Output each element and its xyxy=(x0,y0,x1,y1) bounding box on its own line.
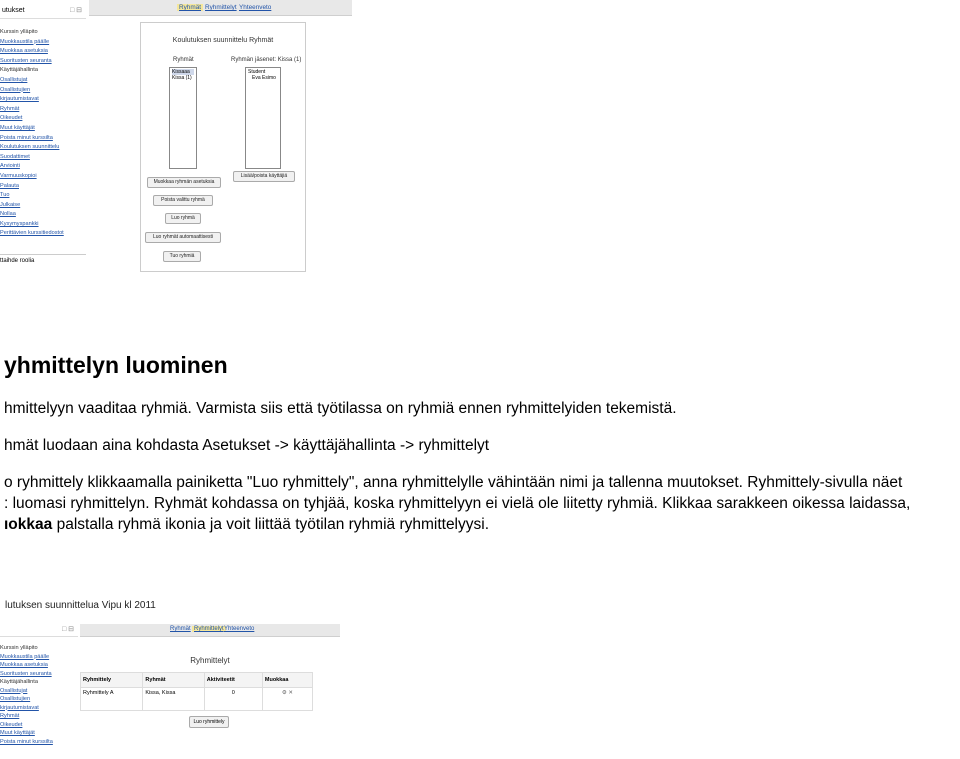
sidebar-item[interactable]: Nollaa xyxy=(0,211,16,218)
edit-icons[interactable]: ⚙ ✕ xyxy=(262,688,312,711)
paragraph-location: hmät luodaan aina kohdasta Asetukset -> käyttäjähallinta -> ryhmittelyt xyxy=(4,437,490,454)
paragraph-instructions-line3 xyxy=(4,514,489,535)
sidebar-item: Kurssin ylläpito xyxy=(0,29,38,35)
sidebar-item[interactable]: Muokkaa asetuksia xyxy=(0,48,48,55)
column-header: Ryhmät xyxy=(143,673,204,688)
sidebar-item[interactable]: Suoritusten seuranta xyxy=(0,670,52,677)
group-option[interactable]: Kissaaa xyxy=(172,69,194,75)
groupings-tabbar xyxy=(80,624,340,637)
members-column-label: Ryhmän jäsenet: Kissa (1) xyxy=(231,57,302,63)
column-header: Muokkaa xyxy=(262,673,312,688)
groupings-table xyxy=(80,672,313,711)
paragraph-requirement: hmittelyyn vaaditaa ryhmiä. Varmista siis että työtilassa on ryhmiä ennen ryhmittelyiden tekemistä. xyxy=(4,400,677,417)
sidebar-item[interactable]: Julkaise xyxy=(0,201,21,208)
sidebar-item[interactable]: Perittävien kurssitiedostot xyxy=(0,230,64,237)
tab-groups[interactable]: Ryhmät xyxy=(170,626,191,632)
group-option[interactable]: Kissa (1) xyxy=(172,75,192,81)
sidebar-item[interactable]: Oikeudet xyxy=(0,721,23,728)
create-grouping-button[interactable]: Luo ryhmittely xyxy=(189,716,229,728)
sidebar-item: Käyttäjähallinta xyxy=(0,67,38,74)
sidebar-item[interactable]: kirjautumistavat xyxy=(0,96,39,103)
sidebar-item[interactable]: Osallistujat xyxy=(0,76,28,83)
bold-term: ıokkaa xyxy=(4,516,53,533)
sidebar-footer: ttaihde roolia xyxy=(0,254,86,264)
line3-text: palstalla ryhmä ikonia ja voit liittää työtilan ryhmiä ryhmittelyysi. xyxy=(52,516,490,533)
column-header: Ryhmittely xyxy=(81,673,143,688)
edit-group-settings-button[interactable]: Muokkaa ryhmän asetuksia xyxy=(147,177,221,188)
sidebar-header xyxy=(0,2,86,19)
sidebar-item[interactable]: Poista minut kurssilta xyxy=(0,134,53,141)
sidebar-title: utukset xyxy=(2,7,25,14)
groups-select-list[interactable] xyxy=(169,67,197,169)
groups-panel xyxy=(140,22,306,272)
groups-cell: Kissa, Kissa xyxy=(143,688,204,711)
tab-overview[interactable]: Yhteenveto xyxy=(224,626,255,632)
auto-create-groups-button[interactable]: Luo ryhmät automaattisesti xyxy=(145,232,221,243)
groups-tabbar xyxy=(89,0,352,16)
sidebar-item[interactable]: Osallistujat xyxy=(0,687,28,694)
sidebar-dock-icons[interactable]: □ ⊟ xyxy=(61,626,74,633)
tab-groupings[interactable]: Ryhmittelyt xyxy=(194,626,224,632)
table-row xyxy=(81,688,313,711)
groupings-heading: Ryhmittelyt xyxy=(190,656,230,665)
sidebar-item[interactable]: Osallistujien xyxy=(0,86,31,93)
sidebar-item[interactable]: Varmuuskopioi xyxy=(0,172,37,179)
members-select-list[interactable] xyxy=(245,67,281,169)
sidebar-item[interactable]: Ryhmät xyxy=(0,105,20,112)
sidebar-dock-icons[interactable]: □ ⊟ xyxy=(69,7,82,14)
sidebar-item[interactable]: Palauta xyxy=(0,182,19,189)
member-role: Student xyxy=(248,69,266,75)
sidebar-item[interactable]: Koulutuksen suunnittelu xyxy=(0,144,60,151)
grouping-name-cell: Ryhmittely A xyxy=(81,688,143,711)
sidebar-item[interactable]: Muut käyttäjät xyxy=(0,730,35,736)
table-header-row xyxy=(81,673,313,688)
member-option[interactable]: Eva Esimo xyxy=(252,75,276,81)
import-groups-button[interactable]: Tuo ryhmiä xyxy=(163,251,201,262)
create-group-button[interactable]: Luo ryhmä xyxy=(165,213,201,224)
add-remove-users-button[interactable]: Lisää/poista käyttäjiä xyxy=(233,171,295,182)
sidebar-item[interactable]: Osallistujien xyxy=(0,696,31,702)
sidebar-item[interactable]: Muut käyttäjät xyxy=(0,124,35,131)
screenshot-groupings-page xyxy=(0,596,340,759)
tab-overview[interactable]: Yhteenveto xyxy=(239,4,272,11)
paragraph-instructions-line2: : luomasi ryhmittelyn. Ryhmät kohdassa on tyhjää, koska ryhmittelyyn ei vielä ole liitetty ryhmiä. Klikkaa sarakkeen oikessa laidassa, xyxy=(4,495,911,512)
panel-title: Koulutuksen suunnittelu Ryhmät xyxy=(172,37,274,44)
administration-sidebar xyxy=(0,28,86,239)
screenshot-groups-page xyxy=(0,0,352,272)
sidebar-item[interactable]: Kysymyspankki xyxy=(0,220,39,227)
administration-sidebar xyxy=(0,644,78,746)
sidebar-header xyxy=(0,622,78,637)
tab-groups[interactable]: Ryhmät xyxy=(179,4,202,11)
sidebar-item[interactable]: Arviointi xyxy=(0,163,20,170)
course-title: lutuksen suunnittelua Vipu kl 2011 xyxy=(5,600,156,611)
sidebar-item: Kurssin ylläpito xyxy=(0,645,38,651)
column-header: Aktiviteetit xyxy=(204,673,262,688)
paragraph-instructions-line1: o ryhmittely klikkaamalla painiketta "Luo ryhmittely", anna ryhmittelylle vähintään nimi ja tallenna muutokset. Ryhmittely-sivulla näet xyxy=(4,474,903,491)
sidebar-item[interactable]: Muokkaustila päälle xyxy=(0,653,50,660)
sidebar-item[interactable]: Ryhmät xyxy=(0,713,20,719)
sidebar-item[interactable]: Tuo xyxy=(0,192,10,199)
sidebar-item[interactable]: Poista minut kurssilta xyxy=(0,738,53,745)
groups-column-label: Ryhmät xyxy=(173,57,194,63)
sidebar-item[interactable]: Muokkaa asetuksia xyxy=(0,662,48,668)
activities-cell: 0 xyxy=(204,688,262,711)
sidebar-item[interactable]: Suoritusten seuranta xyxy=(0,57,52,64)
sidebar-item[interactable]: Oikeudet xyxy=(0,115,23,122)
sidebar-item[interactable]: kirjautumistavat xyxy=(0,704,39,711)
delete-group-button[interactable]: Poista valittu ryhmä xyxy=(153,195,213,206)
section-heading: yhmittelyn luominen xyxy=(4,352,228,378)
sidebar-item[interactable]: Muokkaustila päälle xyxy=(0,38,50,45)
sidebar-item: Käyttäjähallinta xyxy=(0,679,38,685)
tab-groupings[interactable]: Ryhmittelyt xyxy=(205,4,237,11)
sidebar-item[interactable]: Suodattimet xyxy=(0,153,30,160)
